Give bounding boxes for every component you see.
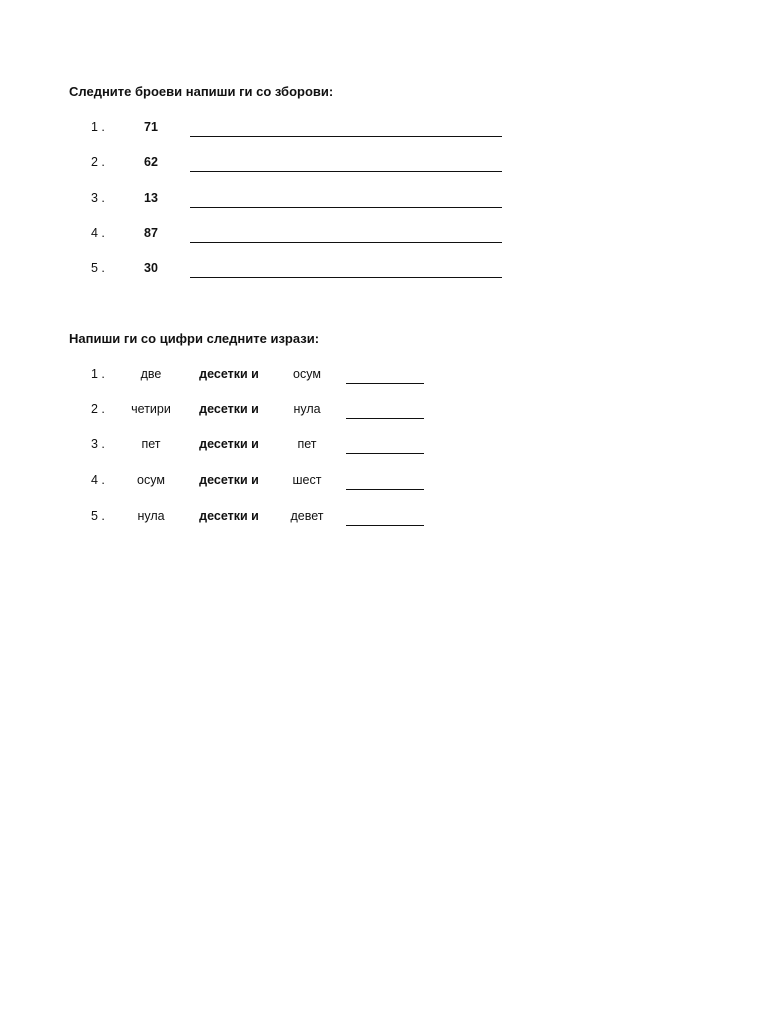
item-index: 3 . <box>91 437 105 451</box>
answer-line[interactable] <box>346 489 424 490</box>
item-number: 30 <box>144 261 158 275</box>
item-number: 62 <box>144 155 158 169</box>
units-word: осум <box>293 367 321 381</box>
units-word: пет <box>297 437 317 451</box>
answer-line[interactable] <box>346 525 424 526</box>
answer-line[interactable] <box>346 418 424 419</box>
item-index: 4 . <box>91 226 105 240</box>
item-index: 4 . <box>91 473 105 487</box>
answer-line[interactable] <box>190 277 502 278</box>
middle-phrase: десетки и <box>199 402 259 416</box>
tens-word: пет <box>141 437 161 451</box>
answer-line[interactable] <box>346 383 424 384</box>
item-number: 71 <box>144 120 158 134</box>
item-number: 87 <box>144 226 158 240</box>
units-word: нула <box>293 402 321 416</box>
units-word: девет <box>290 509 324 523</box>
middle-phrase: десетки и <box>199 437 259 451</box>
middle-phrase: десетки и <box>199 367 259 381</box>
answer-line[interactable] <box>190 171 502 172</box>
answer-line[interactable] <box>190 207 502 208</box>
middle-phrase: десетки и <box>199 473 259 487</box>
item-index: 3 . <box>91 191 105 205</box>
tens-word: нула <box>137 509 165 523</box>
item-index: 2 . <box>91 402 105 416</box>
units-word: шест <box>292 473 322 487</box>
tens-word: две <box>140 367 162 381</box>
item-index: 5 . <box>91 509 105 523</box>
item-index: 5 . <box>91 261 105 275</box>
answer-line[interactable] <box>346 453 424 454</box>
answer-line[interactable] <box>190 242 502 243</box>
answer-line[interactable] <box>190 136 502 137</box>
section1-title: Следните броеви напиши ги со зборови: <box>69 84 334 99</box>
tens-word: осум <box>137 473 165 487</box>
section2-title: Напиши ги со цифри следните изрази: <box>69 331 320 346</box>
middle-phrase: десетки и <box>199 509 259 523</box>
tens-word: четири <box>131 402 171 416</box>
item-number: 13 <box>144 191 158 205</box>
item-index: 1 . <box>91 120 105 134</box>
item-index: 1 . <box>91 367 105 381</box>
item-index: 2 . <box>91 155 105 169</box>
